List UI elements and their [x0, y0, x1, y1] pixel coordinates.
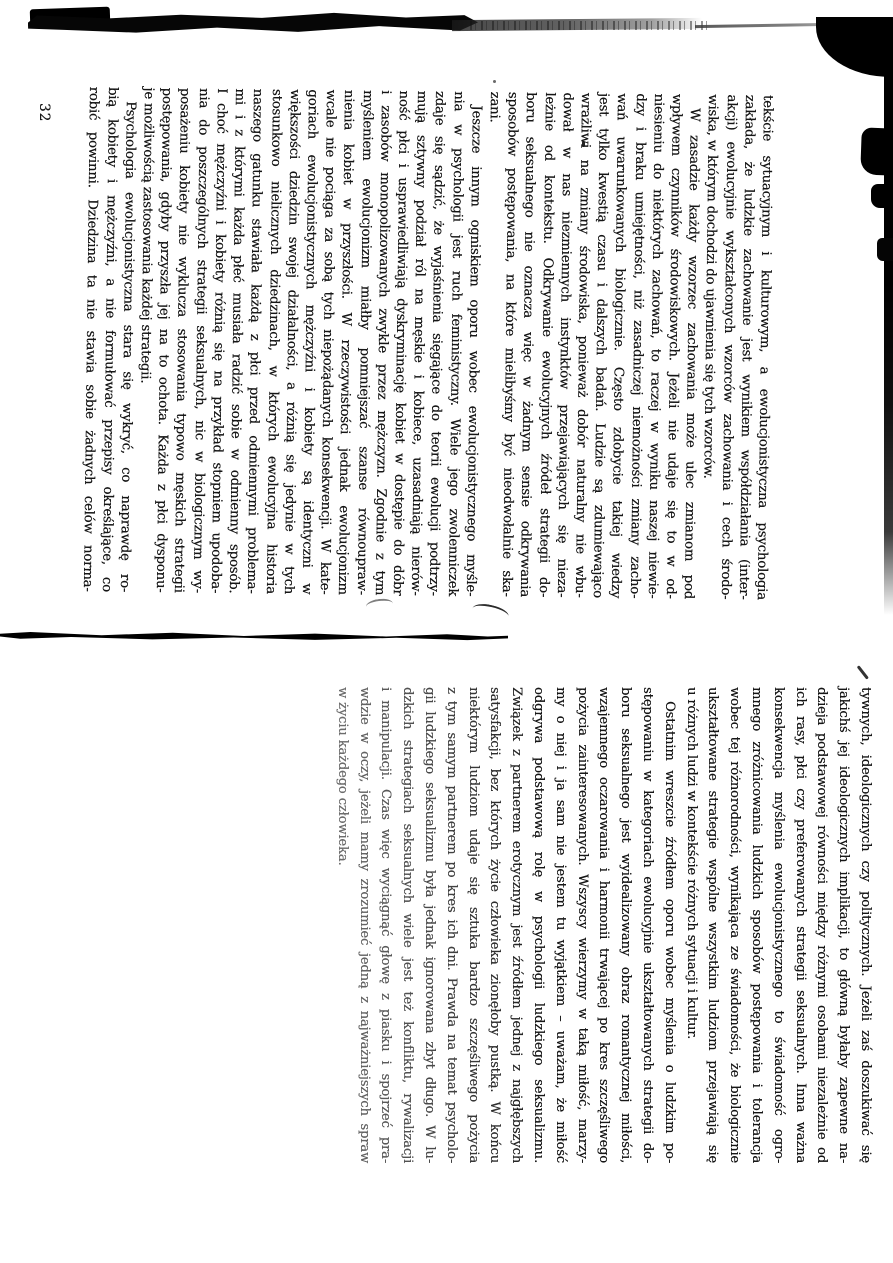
book-edge-blob — [860, 127, 893, 175]
text-line: wpływem czynników środowiskowych. Jeżeli nie udaje się to w od- — [662, 93, 684, 599]
page-33-text-block — [331, 687, 876, 1163]
text-line: w życiu każdego człowieka. — [334, 687, 350, 866]
text-line: postępowania, gdyby przyszła jej na to ochota. Każda z płci dysponu- — [153, 87, 175, 593]
page-fold-line — [0, 631, 508, 640]
text-line: zdaje się sądzić, że wyjaśnienia sięgające do teorii ewolucji podtrzy- — [426, 90, 448, 596]
book-edge-blob — [871, 184, 893, 208]
page-number: 32 — [36, 103, 52, 123]
text-line: tekście sytuacyjnym i kulturowym, a ewolucjonistyczna psychologia — [753, 94, 776, 600]
text-line: dzy i braku umiejętności, niż zasadniczej niemożności zmiany zacho- — [626, 93, 648, 599]
text-line: wcale nie pociąga za sobą tych niepożądanych konsekwencji. W kate- — [316, 89, 339, 595]
text-line: mi i z którymi każda płeć musiała radzić sobie w odmienny sposób. — [225, 88, 248, 594]
text-line: zani. — [486, 91, 502, 123]
text-line: Psychologia ewolucjonistyczna stara się wykryć, co naprawdę ro- — [116, 101, 138, 593]
text-line: odgrywa podstawową rolę w psychologii ludzkiego seksualizmu. — [531, 687, 547, 1163]
text-line: myśleniem ewolucjonizm miałby pomniejszać szanse równoupraw- — [353, 89, 375, 596]
text-line: goriach ewolucjonistycznych mężczyźni i kobiety są identyczni w — [298, 89, 320, 595]
text-line: pożycia zainteresowanych. Wszyscy wierzymy w taką miłość, marzy- — [574, 687, 590, 1163]
text-line: stępowaniu w kategoriach ewolucyjnie ukształtowanych strategii do- — [640, 687, 656, 1163]
text-line: i zasobów monopolizowanych zwykle przez mężczyzn. Zgodnie z tym — [371, 90, 393, 596]
text-line: ność płci i usprawiedliwiają dyskryminację kobiet w dostępie do dóbr — [389, 90, 411, 596]
text-line: W zasadzie każdy wzorzec zachowania może ulec zmianom pod — [681, 107, 703, 600]
text-line: ich rasy, płci czy preferowanych strategii seksualnych. Inna ważna — [792, 687, 808, 1163]
text-line: wrażliwi na zmiany środowiska, ponieważ dobór naturalny nie wbu- — [571, 92, 593, 598]
crease-mark — [857, 665, 869, 679]
text-line: gii ludzkiego seksualizmu była jednak ignorowana zbyt długo. W lu- — [422, 687, 438, 1163]
text-line: większości dziedzin swojej działalności, a różnią się jedynie w tych — [280, 89, 302, 595]
page-32-text-block — [78, 87, 776, 600]
text-line: my o niej i ja sam nie jestem tu wyjątkiem – uważam, że miłość — [552, 687, 568, 1163]
text-line: nienia kobiet w przyszłości. W rzeczywistości jednak ewolucjonizm — [335, 89, 357, 595]
scan-speck — [493, 80, 496, 83]
text-line: wobec tej różnorodności, wynikająca ze świadomości, że biologicznie — [727, 687, 743, 1163]
text-line: bią kobiety i mężczyźni, a nie formułować przepisy określające, co — [98, 86, 120, 592]
text-line: leżnie od kontekstu. Odkrywanie ewolucyjnych źródeł strategii do- — [535, 92, 557, 598]
text-line: posażeniu kobiety nie wyklucza stosowania typowo męskich strategii — [171, 87, 193, 593]
text-line: ukształtowane strategie wspólne wszystkim ludziom przejawiają się — [705, 687, 721, 1163]
text-line: wiska, w którym dochodzi do ujawnienia się tych wzorców. — [700, 94, 721, 479]
text-line: z tym samym partnerem po kres ich dni. Prawda na temat psycholo- — [443, 687, 459, 1163]
text-line: nia do poszczególnych strategii seksualnych, nic w biologicznym wy- — [189, 87, 211, 594]
book-edge-blob — [877, 238, 893, 261]
text-line: tywnych, ideologicznych czy politycznych. Jeżeli zaś doszukiwać się — [858, 687, 873, 1163]
text-line: Ostatnim wreszcie źródłem oporu wobec myślenia o ludzkim po- — [661, 701, 677, 1163]
text-line: zakłada, że ludzkie zachowanie jest wynikiem współdziałania (inter- — [735, 94, 757, 600]
crease-mark — [471, 601, 510, 624]
text-line: jakichś jej ideologicznych implikacji, to główną byłaby zapewne na- — [836, 687, 852, 1163]
text-line: u różnych ludzi w kontekście różnych sytuacji i kultur. — [683, 687, 699, 1040]
text-line: dował w nas niezmiennych instynktów przejawiających się nieza- — [553, 92, 575, 598]
text-line: niektórym ludziom udaje się sztuka bardzo szczęśliwego pożycia — [465, 687, 481, 1163]
text-line: wzajemnego oczarowania i harmonii trwającej po kres szczęśliwego — [596, 687, 612, 1163]
text-line: sposobów postępowania, na które mielibyśmy być nieodwołalnie ska- — [499, 91, 521, 597]
text-line: robić powinni. Dziedzina ta nie stawia sobie żadnych celów norma- — [80, 86, 102, 592]
text-line: jest tylko kwestią czasu i dalszych badań. Ludzie są zdumiewająco — [590, 92, 612, 598]
text-line: stosunkowo nielicznych dziedzinach, w których ewolucyjna historia — [262, 88, 284, 594]
scan-streak-thin — [695, 23, 830, 28]
text-line: niesieniu do niektórych zachowań, to raczej w wyniku naszej niewie- — [644, 93, 666, 599]
text-line: boru seksualnego nie oznacza więc w żadnym sensie odkrywania — [517, 91, 539, 598]
text-line: dzkich strategiach seksualnych wiele jest też konfliktu, rywalizacji — [400, 687, 416, 1163]
text-line: i manipulacji. Czas więc wyciągnąć głowę z piasku i spojrzeć pra- — [378, 687, 394, 1163]
scan-streak-dots — [470, 21, 710, 30]
text-line: wdzie w oczy, jeżeli mamy zrozumieć jedną z najważniejszych spraw — [356, 687, 372, 1163]
text-line: wań uwarunkowanych biologicznie. Często zdobycie takiej wiedzy — [608, 93, 630, 599]
text-line: Jeszcze innym ogniskiem oporu wobec ewolucjonistycznego myśle- — [462, 105, 484, 597]
text-line: satysfakcji, bez których życie człowieka zionęłoby pustką. W końcu — [487, 687, 503, 1163]
text-line: naszego gatunku stawiała każdą z płci przed odmiennymi problema- — [244, 88, 266, 594]
text-line: mnego zróżnicowania ludzkich sposobów postępowania i tolerancja — [749, 687, 765, 1163]
text-line: mują sztywny podział ról na męskie i kobiece, uzasadniają nierów- — [407, 90, 430, 596]
text-line: Związek z partnerem erotycznym jest źródłem jednej z najgłębszych — [509, 687, 525, 1163]
text-line: akcji) ewolucyjnie wykształconych wzorców zachowania i cech środo- — [717, 94, 739, 600]
book-corner-shadow — [816, 17, 893, 77]
text-line: je możliwością zastosowania każdej strategii. — [137, 87, 157, 384]
crease-mark — [365, 597, 393, 612]
text-line: konsekwencja myślenia ewolucjonistycznego to świadomość ogro- — [770, 687, 786, 1163]
text-line: dzieja podstawowej równości między różnymi osobami niezależnie od — [814, 687, 830, 1163]
text-line: boru seksualnego jest wyidealizowany obraz romantycznej miłości, — [618, 687, 634, 1163]
text-line: I choć mężczyźni i kobiety różnią się na przykład stopniem upodoba- — [207, 88, 229, 594]
text-line: nia w psychologii jest ruch feministyczny. Wiele jego zwolenniczek — [444, 91, 466, 597]
